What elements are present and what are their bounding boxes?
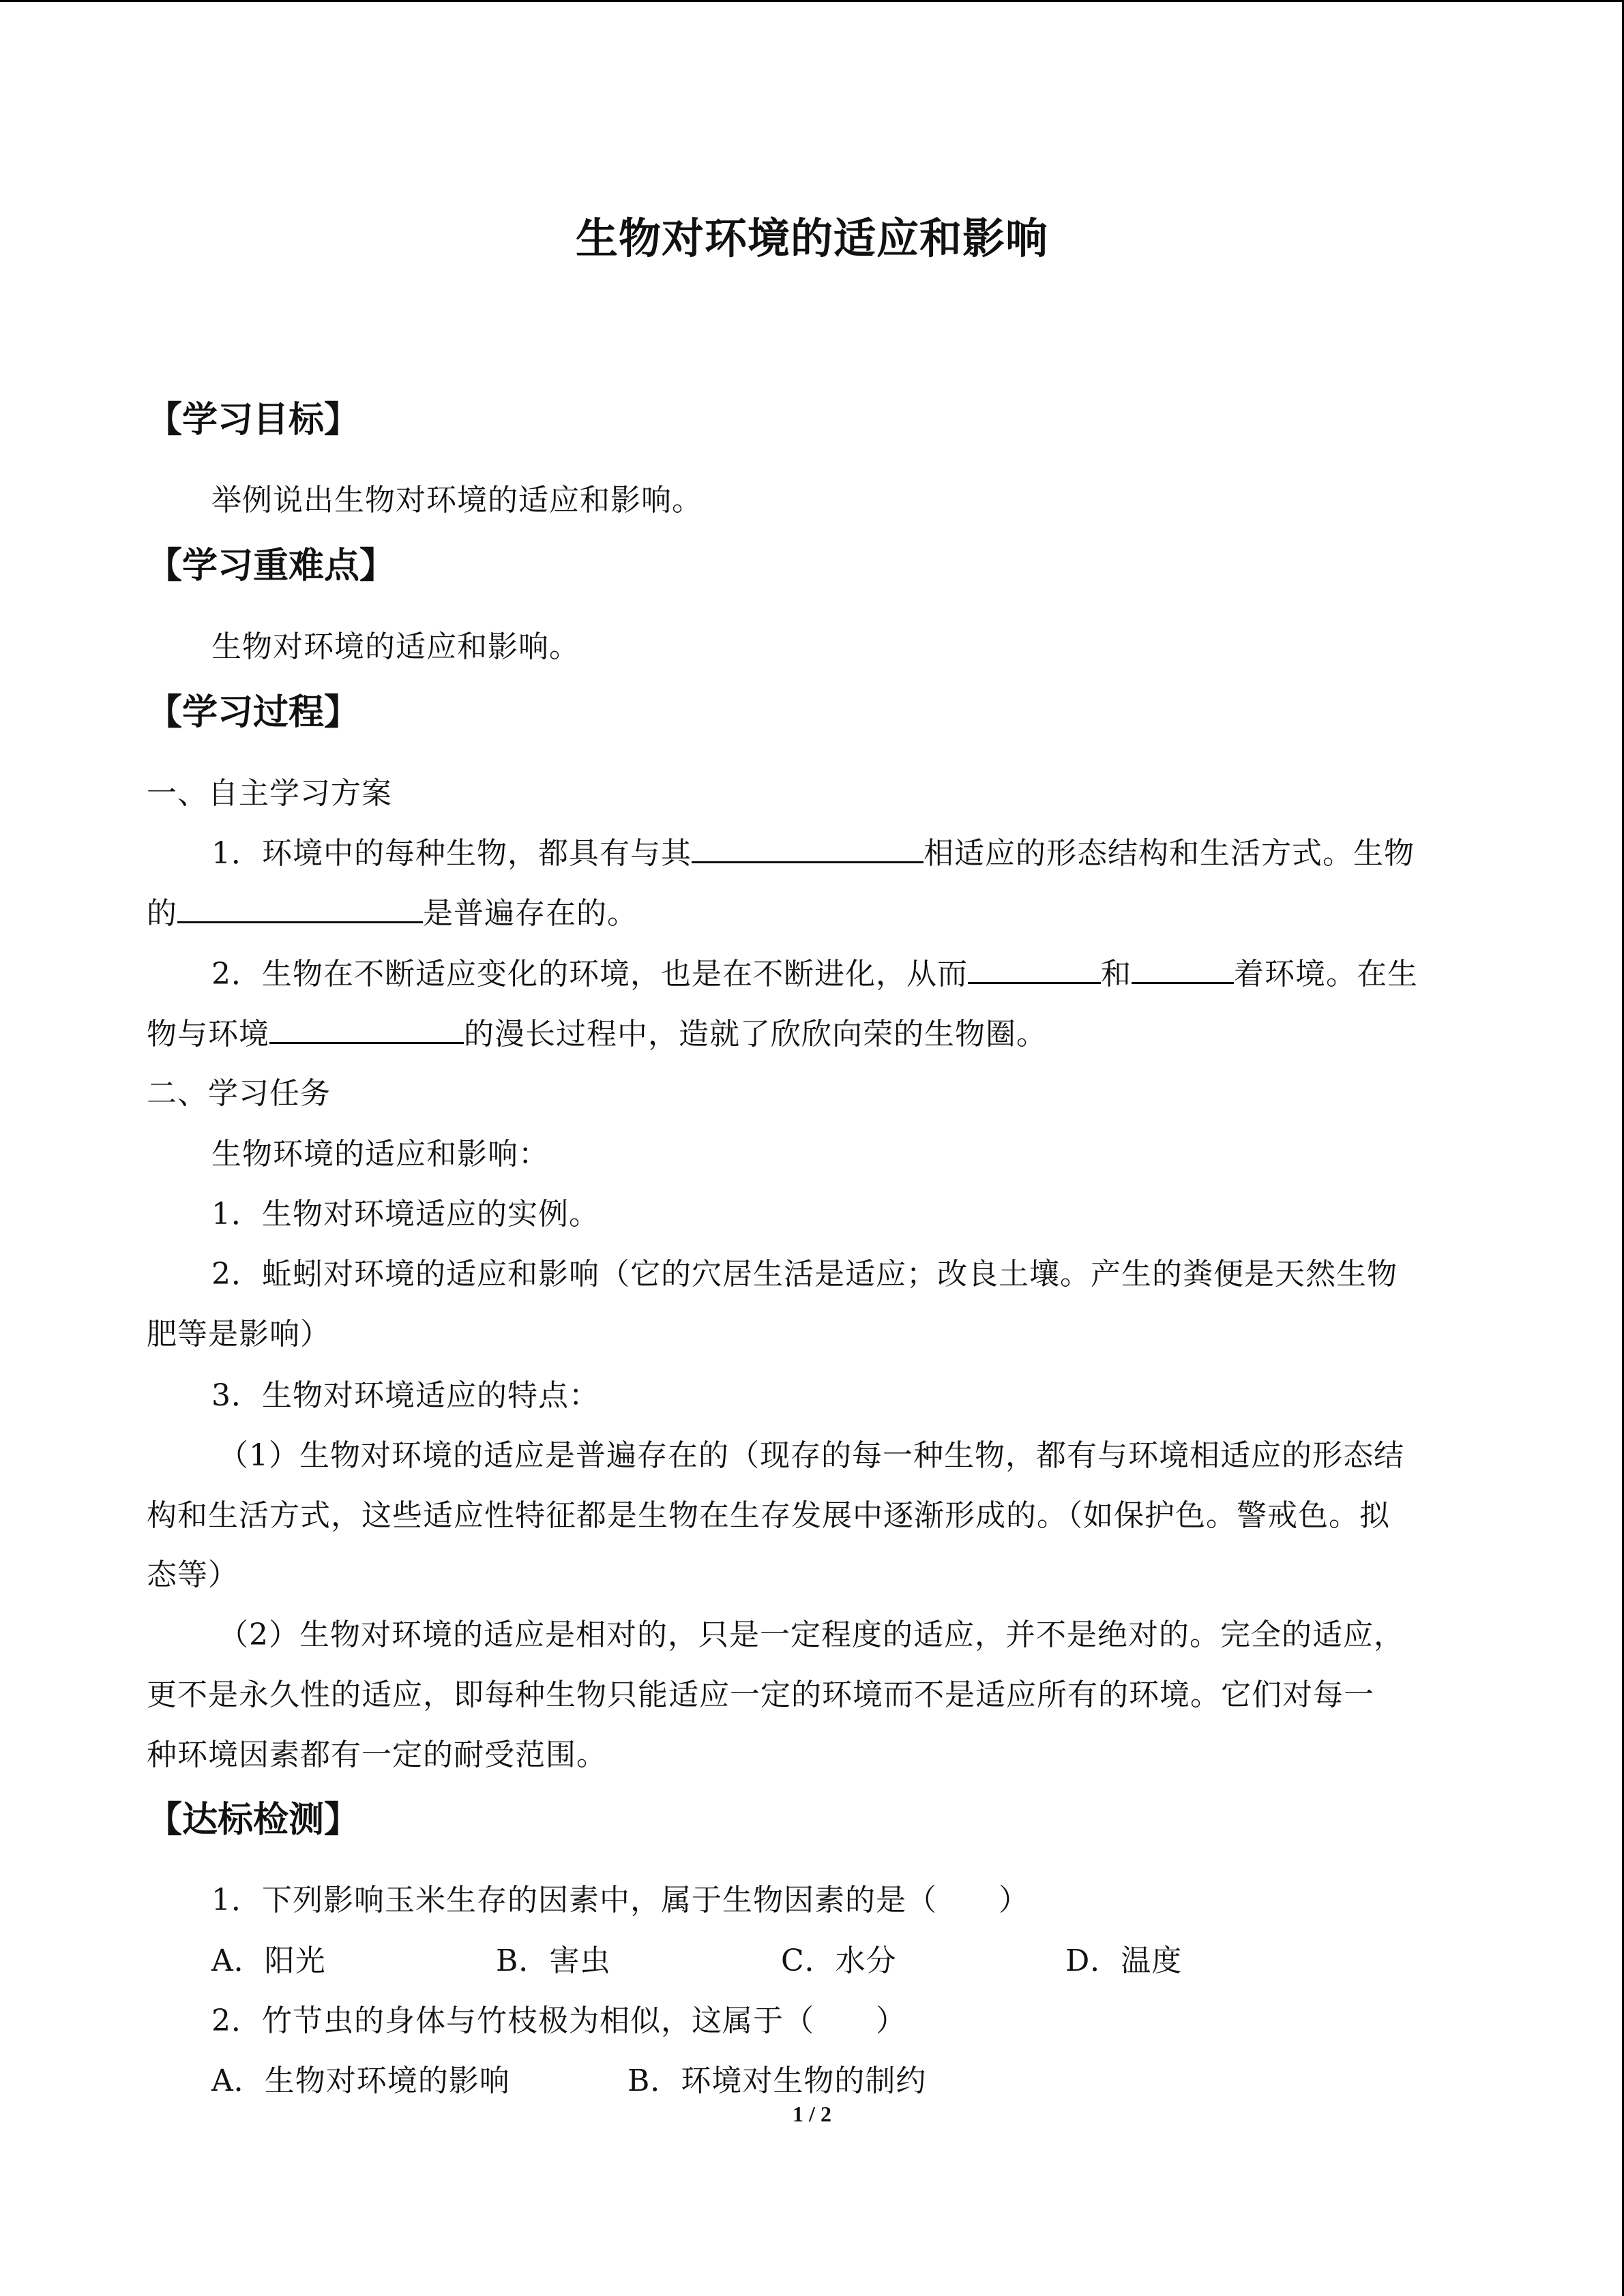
check-q1-option-a[interactable]: A．阳光	[211, 1943, 326, 1978]
check-q1: 1．下列影响玉米生存的因素中，属于生物因素的是（ ）	[211, 1883, 1029, 1918]
q2-line2	[147, 1009, 1047, 1053]
blank-q2-1[interactable]	[968, 956, 1101, 984]
part2-title: 二、学习任务	[147, 1076, 331, 1111]
heading-process: 【学习过程】	[147, 692, 360, 733]
heading-key-points: 【学习重难点】	[147, 546, 396, 586]
heading-objectives: 【学习目标】	[147, 400, 360, 441]
blank-q1-2[interactable]	[177, 895, 423, 923]
task-1: 1．生物对环境适应的实例。	[211, 1197, 600, 1232]
blank-q1-1[interactable]	[692, 835, 924, 863]
task-2-line1: 2．蚯蚓对环境的适应和影响（它的穴居生活是适应；改良土壤。产生的粪便是天然生物	[211, 1257, 1398, 1292]
point-1-line3: 态等）	[147, 1557, 239, 1592]
blank-q2-2[interactable]	[1132, 956, 1234, 984]
q1-line2	[147, 889, 638, 932]
q2-text-c: 着环境。在生	[1234, 957, 1418, 992]
objectives-text: 举例说出生物对环境的适应和影响。	[211, 483, 703, 518]
check-q1-option-d[interactable]: D．温度	[1065, 1943, 1183, 1978]
page-border-top	[0, 0, 1624, 2]
q2-text-b: 和	[1101, 957, 1132, 992]
q2-line1	[211, 949, 1418, 993]
point-2-line2: 更不是永久性的适应，即每种生物只能适应一定的环境而不是适应所有的环境。它们对每一	[147, 1678, 1374, 1712]
page-title: 生物对环境的适应和影响	[575, 213, 1048, 263]
page-number: 1 / 2	[793, 2102, 831, 2126]
check-q1-option-c[interactable]: C．水分	[781, 1943, 897, 1978]
q1-line1	[211, 829, 1415, 872]
task-intro: 生物环境的适应和影响：	[211, 1137, 549, 1172]
check-q2-option-a[interactable]: A．生物对环境的影响	[211, 2063, 510, 2098]
check-q1-option-b[interactable]: B．害虫	[496, 1943, 611, 1978]
blank-q2-3[interactable]	[269, 1016, 464, 1044]
task-3: 3．生物对环境适应的特点：	[211, 1378, 600, 1413]
q2-text-a: 2．生物在不断适应变化的环境，也是在不断进化，从而	[211, 957, 968, 992]
q2-text-e: 的漫长过程中，造就了欣欣向荣的生物圈。	[464, 1017, 1047, 1052]
heading-check: 【达标检测】	[147, 1800, 360, 1840]
check-q2: 2．竹节虫的身体与竹枝极为相似，这属于（ ）	[211, 2003, 906, 2038]
point-2-line3: 种环境因素都有一定的耐受范围。	[147, 1738, 607, 1772]
q1-text-c: 的	[147, 896, 177, 931]
point-1-line1: （1）生物对环境的适应是普遍存在的（现存的每一种生物，都有与环境相适应的形态结	[218, 1438, 1404, 1473]
q1-text-b: 相适应的形态结构和生活方式。生物	[924, 836, 1415, 871]
point-1-line2: 构和生活方式，这些适应性特征都是生物在生存发展中逐渐形成的。（如保护色。警戒色。拟	[147, 1498, 1390, 1533]
point-2-line1: （2）生物对环境的适应是相对的，只是一定程度的适应，并不是绝对的。完全的适应，	[218, 1617, 1404, 1652]
q1-text-a: 1．环境中的每种生物，都具有与其	[211, 836, 692, 871]
key-points-text: 生物对环境的适应和影响。	[211, 629, 580, 664]
check-q2-option-b[interactable]: B．环境对生物的制约	[628, 2063, 927, 2098]
q2-text-d: 物与环境	[147, 1017, 269, 1052]
task-2-line2: 肥等是影响）	[147, 1317, 331, 1352]
q1-text-d: 是普遍存在的。	[423, 896, 638, 931]
part1-title: 一、自主学习方案	[147, 776, 392, 811]
